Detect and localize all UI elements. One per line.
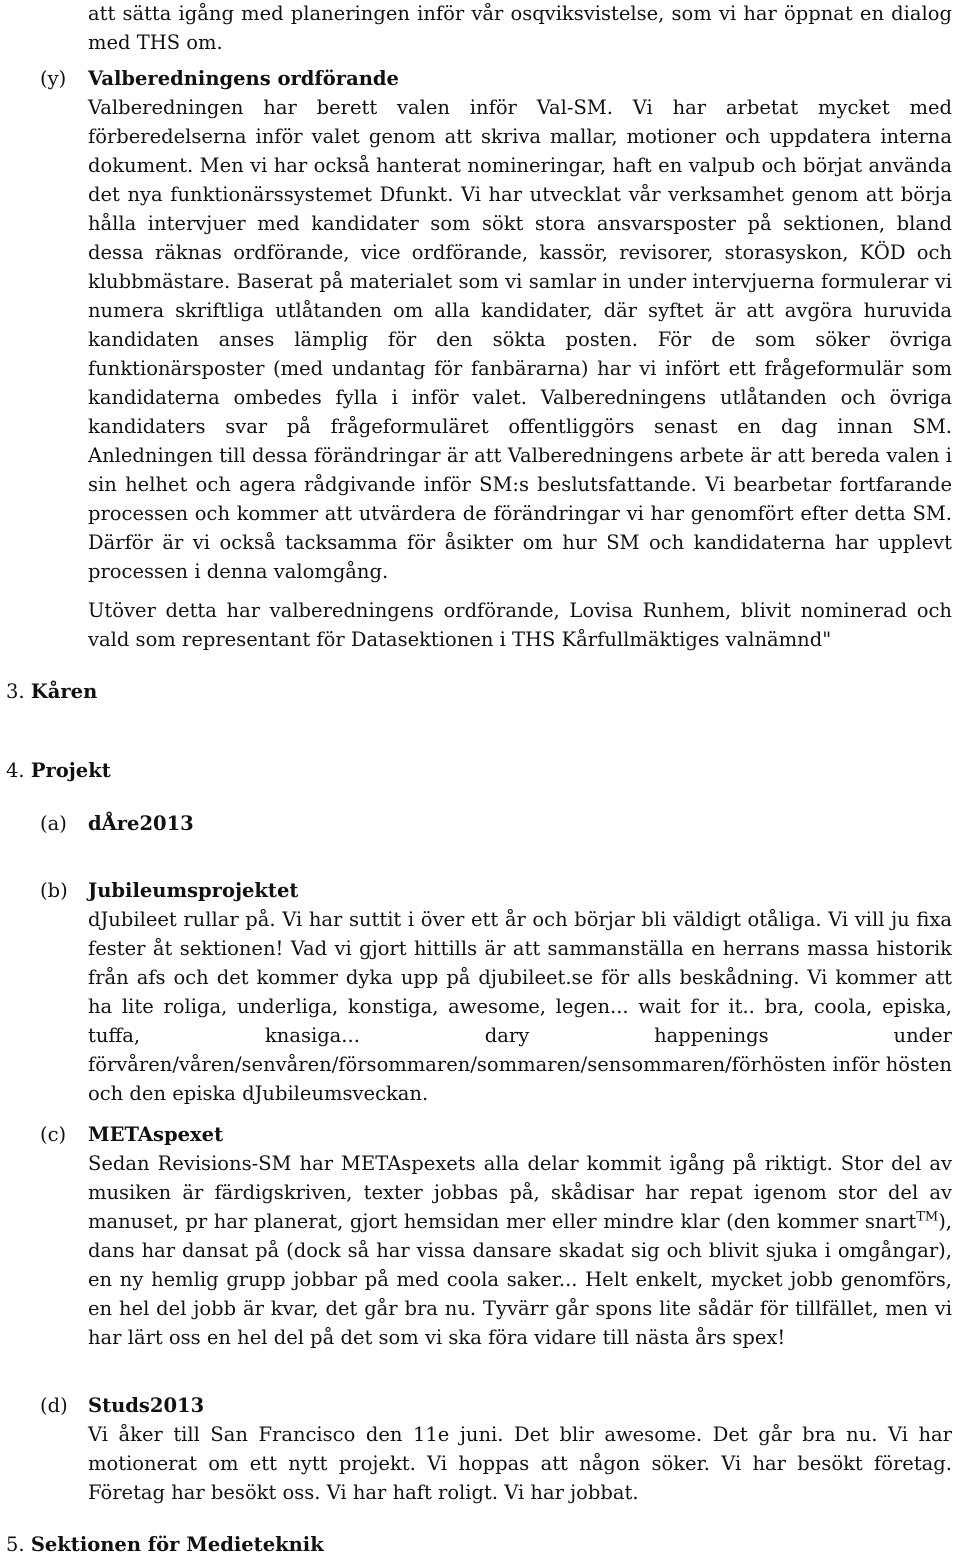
- section-3-number: 3.: [6, 680, 25, 703]
- intro-text: att sätta igång med planeringen inför vår osqviksvistelse, som vi har öppnat en dialog med THS om.: [88, 2, 952, 54]
- item-a-title: dÅre2013: [88, 812, 194, 835]
- section-5-number: 5.: [6, 1533, 25, 1556]
- section-4-title: Projekt: [30, 759, 111, 782]
- section-4-number: 4.: [6, 759, 25, 782]
- item-c-text: [88, 1149, 952, 1352]
- item-a-label: (a): [40, 812, 67, 835]
- item-y-paragraph-2: Utöver detta har valberedningens ordförande, Lovisa Runhem, blivit nominerad och vald som representant för Datasektionen i THS Kårfullmäktiges valnämnd": [88, 599, 952, 651]
- trademark-superscript: TM: [916, 1209, 939, 1225]
- item-d-title: Studs2013: [88, 1394, 205, 1417]
- item-d-block: [88, 1391, 952, 1507]
- item-b-text: dJubileet rullar på. Vi har suttit i över ett år och börjar bli väldigt otåliga. Vi vill ju fixa fester åt sektionen! Vad vi gjort hittills är att sammanställa en herrans massa historik från afs och det kommer dyka upp på djubileet.se för alls beskådning. Vi kommer att ha lite roliga, underliga, konstiga, awesome, legen... wait for it.. bra, coola, episka, tuffa, knasiga... dary happenings under förvåren/våren/senvåren/försommaren/sommaren/sensommaren/förhösten inför hösten och den episka dJubileumsveckan.: [88, 908, 952, 1105]
- section-5-title: Sektionen för Medieteknik: [30, 1533, 324, 1556]
- intro-paragraph: [88, 0, 952, 57]
- item-c-block: [88, 1120, 952, 1352]
- section-4-heading: [6, 756, 111, 785]
- item-y-title: Valberedningens ordförande: [88, 67, 399, 90]
- item-y-label: (y): [40, 67, 67, 90]
- item-c-title: METAspexet: [88, 1123, 224, 1146]
- item-c-text-before-tm: Sedan Revisions-SM har METAspexets alla delar kommit igång på riktigt. Stor del av musiken är färdigskriven, texter jobbas på, skådisar har repat igenom stor del av manuset, pr har planerat, gjort hemsidan mer eller mindre klar (den kommer snart: [88, 1152, 952, 1233]
- item-y-paragraph-1: Valberedningen har berett valen inför Val-SM. Vi har arbetat mycket med förberedelserna inför valet genom att skriva mallar, motioner och uppdatera interna dokument. Men vi har också hanterat nomineringar, haft en valpub och börjat använda det nya funktionärssystemet Dfunkt. Vi har utvecklat vår verksamhet genom att börja hålla intervjuer med kandidater som sökt stora ansvarsposter på sektionen, bland dessa räknas ordförande, vice ordförande, kassör, revisorer, storasyskon, KÖD och klubbmästare. Baserat på materialet som vi samlar in under intervjuerna formulerar vi numera skriftliga utlåtanden om alla kandidater, där syftet är att avgöra huruvida kandidaten anses lämplig för den sökta posten. För de som söker övriga funktionärsposter (med undantag för fanbärarna) har vi infört ett frågeformulär som kandidaterna ombedes fylla i inför valet. Valberedningens utlåtanden och övriga kandidaters svar på frågeformuläret offentliggörs senast en dag innan SM. Anledningen till dessa förändringar är att Valberedningens arbete är att bereda valen i sin helhet och agera rådgivande inför SM:s beslutsfattande. Vi bearbetar fortfarande processen och kommer att utvärdera de förändringar vi har genomfört efter detta SM. Därför är vi också tacksamma för åsikter om hur SM och kandidaterna har upplevt processen i denna valomgång.: [88, 96, 952, 583]
- item-y-block: [88, 64, 952, 654]
- item-d-text: Vi åker till San Francisco den 11e juni. Det blir awesome. Det går bra nu. Vi har motionerat om ett nytt projekt. Vi hoppas att någon söker. Vi har besökt företag. Företag har besökt oss. Vi har haft roligt. Vi har jobbat.: [88, 1423, 952, 1504]
- section-3-title: Kåren: [30, 680, 98, 703]
- item-c-label: (c): [40, 1123, 67, 1146]
- item-a-block: [88, 809, 952, 838]
- item-c-text-after-tm: ), dans har dansat på (dock så har vissa dansare skadat sig och blivit sjuka i omgångar), en ny hemlig grupp jobbar på med coola saker... Helt enkelt, mycket jobb genomförs, en hel del jobb är kvar, det går bra nu. Tyvärr går spons lite sådär för tillfället, men vi har lärt oss en hel del på det som vi ska föra vidare till nästa års spex!: [88, 1210, 952, 1349]
- item-b-label: (b): [40, 879, 68, 902]
- item-b-title: Jubileumsprojektet: [88, 879, 299, 902]
- item-b-block: [88, 876, 952, 1108]
- section-3-heading: [6, 677, 97, 706]
- section-5-heading: [6, 1530, 324, 1559]
- item-d-label: (d): [40, 1394, 68, 1417]
